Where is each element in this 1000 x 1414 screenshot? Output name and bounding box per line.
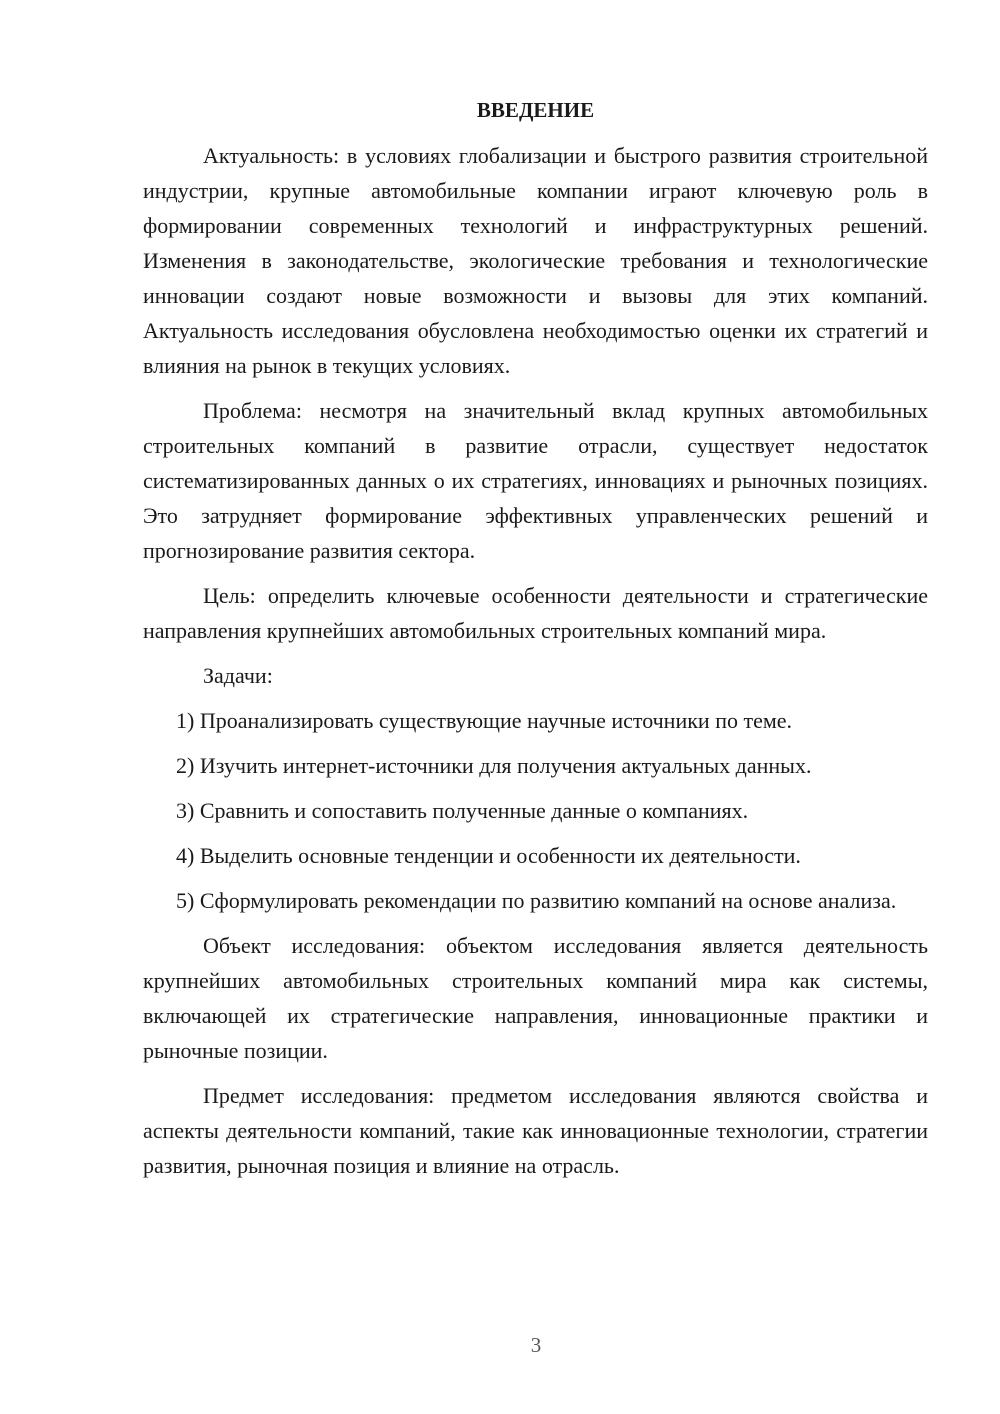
page-title: ВВЕДЕНИЕ bbox=[476, 98, 595, 122]
object-paragraph: Объект исследования: объектом исследования является деятельность крупнейших автомобильных строительных компаний мира как системы, включающей их стратегические направления, инновационные практики и рыночные позиции. bbox=[143, 933, 928, 1063]
page-number: 3 bbox=[530, 1333, 542, 1357]
document-body bbox=[143, 92, 928, 1193]
task-item: 1) Проанализировать существующие научные источники по теме. bbox=[176, 708, 793, 733]
task-item: 4) Выделить основные тенденции и особенности их деятельности. bbox=[176, 843, 801, 868]
goal-paragraph: Цель: определить ключевые особенности деятельности и стратегические направления крупнейших автомобильных строительных компаний мира. bbox=[143, 583, 928, 643]
subject-paragraph: Предмет исследования: предметом исследования являются свойства и аспекты деятельности компаний, такие как инновационные технологии, стратегии развития, рыночная позиция и влияние на отрасль. bbox=[143, 1083, 928, 1178]
task-item: 5) Сформулировать рекомендации по развитию компаний на основе анализа. bbox=[176, 888, 897, 913]
problem-paragraph: Проблема: несмотря на значительный вклад крупных автомобильных строительных компаний в развитие отрасли, существует недостаток систематизированных данных о их стратегиях, инновациях и рыночных позициях. Это затрудняет формирование эффективных управленческих решений и прогнозирование развития сектора. bbox=[143, 398, 928, 563]
tasks-label: Задачи: bbox=[203, 663, 273, 688]
task-item: 2) Изучить интернет-источники для получения актуальных данных. bbox=[176, 753, 812, 778]
task-item: 3) Сравнить и сопоставить полученные данные о компаниях. bbox=[176, 798, 749, 823]
relevance-paragraph: Актуальность: в условиях глобализации и быстрого развития строительной индустрии, крупные автомобильные компании играют ключевую роль в формировании современных технологий и инфраструктурных решений. Изменения в законодательстве, экологические требования и технологические инновации создают новые возможности и вызовы для этих компаний. Актуальность исследования обусловлена необходимостью оценки их стратегий и влияния на рынок в текущих условиях. bbox=[143, 143, 928, 378]
